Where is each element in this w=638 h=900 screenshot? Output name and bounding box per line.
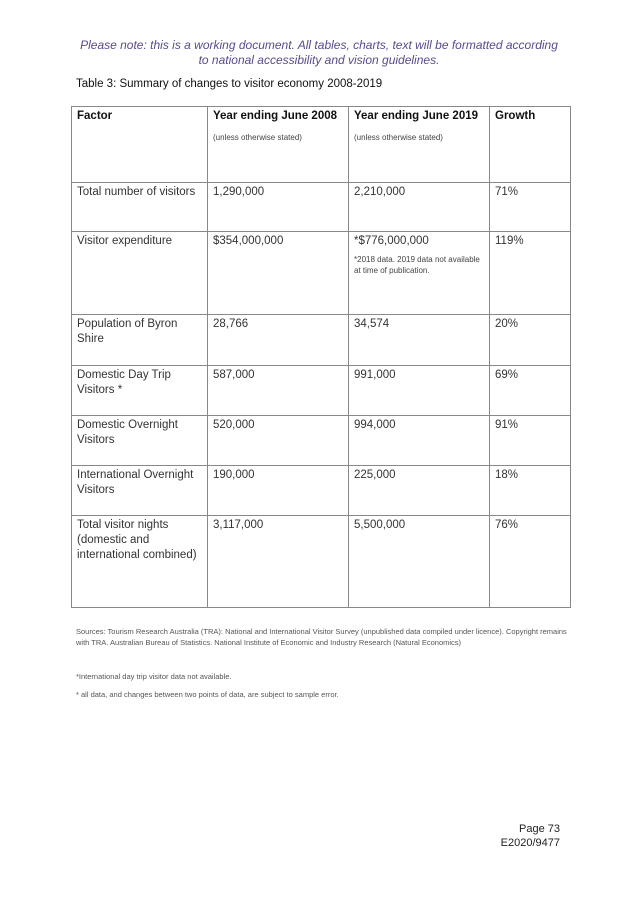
table-row — [72, 416, 571, 466]
cell-2019-note: *2018 data. 2019 data not available at time of publication. — [354, 255, 480, 275]
header-growth-label: Growth — [495, 110, 536, 122]
cell-2008: $354,000,000 — [208, 232, 349, 315]
table-row — [72, 183, 571, 232]
cell-factor: International Overnight Visitors — [72, 466, 208, 516]
cell-2008: 520,000 — [208, 416, 349, 466]
cell-growth: 91% — [490, 416, 571, 466]
cell-factor: Visitor expenditure — [72, 232, 208, 315]
sources-text: Sources: Tourism Research Australia (TRA): National and International Visitor Survey (unpublished data compiled under licence). Copyright remains with TRA. Australian Bureau of Statistics. National Institute of Economic and Industry Research (Natural Economics) — [76, 627, 567, 647]
header-growth — [490, 107, 571, 183]
cell-2008: 1,290,000 — [208, 183, 349, 232]
cell-factor: Domestic Day Trip Visitors * — [72, 366, 208, 416]
cell-2008: 3,117,000 — [208, 516, 349, 608]
header-2019-label: Year ending June 2019 — [354, 110, 479, 122]
cell-growth: 76% — [490, 516, 571, 608]
header-factor — [72, 107, 208, 183]
cell-2019-value: *$776,000,000 — [354, 235, 429, 247]
cell-growth: 69% — [490, 366, 571, 416]
cell-2019: 991,000 — [349, 366, 490, 416]
cell-factor: Total number of visitors — [72, 183, 208, 232]
footnote-sample-error: * all data, and changes between two points of data, are subject to sample error. — [76, 690, 339, 699]
document-reference: E2020/9477 — [500, 837, 560, 849]
table-row — [72, 232, 571, 315]
table-header-row — [72, 107, 571, 183]
header-2008-label: Year ending June 2008 — [213, 110, 338, 122]
cell-2008: 28,766 — [208, 315, 349, 366]
cell-growth: 71% — [490, 183, 571, 232]
cell-growth: 119% — [490, 232, 571, 315]
cell-2008: 190,000 — [208, 466, 349, 516]
cell-growth: 18% — [490, 466, 571, 516]
cell-2019: 5,500,000 — [349, 516, 490, 608]
table-row — [72, 516, 571, 608]
header-2008 — [208, 107, 349, 183]
cell-growth: 20% — [490, 315, 571, 366]
footnote-international-day-trip: *International day trip visitor data not available. — [76, 672, 232, 681]
cell-2019 — [349, 232, 490, 315]
cell-2019: 34,574 — [349, 315, 490, 366]
cell-factor: Population of Byron Shire — [72, 315, 208, 366]
cell-factor: Domestic Overnight Visitors — [72, 416, 208, 466]
header-factor-label: Factor — [77, 110, 113, 122]
cell-2019: 2,210,000 — [349, 183, 490, 232]
table-row — [72, 466, 571, 516]
cell-2019: 225,000 — [349, 466, 490, 516]
table-row — [72, 315, 571, 366]
visitor-economy-table — [71, 106, 571, 608]
table-title: Table 3: Summary of changes to visitor economy 2008-2019 — [76, 78, 383, 90]
header-2008-sublabel: (unless otherwise stated) — [213, 133, 302, 142]
cell-factor: Total visitor nights (domestic and international combined) — [72, 516, 208, 608]
cell-2008: 587,000 — [208, 366, 349, 416]
cell-2019: 994,000 — [349, 416, 490, 466]
table-row — [72, 366, 571, 416]
working-document-note: Please note: this is a working document. All tables, charts, text will be formatted according to national accessibility and vision guidelines. — [80, 38, 558, 67]
header-2019 — [349, 107, 490, 183]
page-number: Page 73 — [519, 823, 560, 835]
header-2019-sublabel: (unless otherwise stated) — [354, 133, 443, 142]
page-footer — [501, 822, 560, 850]
